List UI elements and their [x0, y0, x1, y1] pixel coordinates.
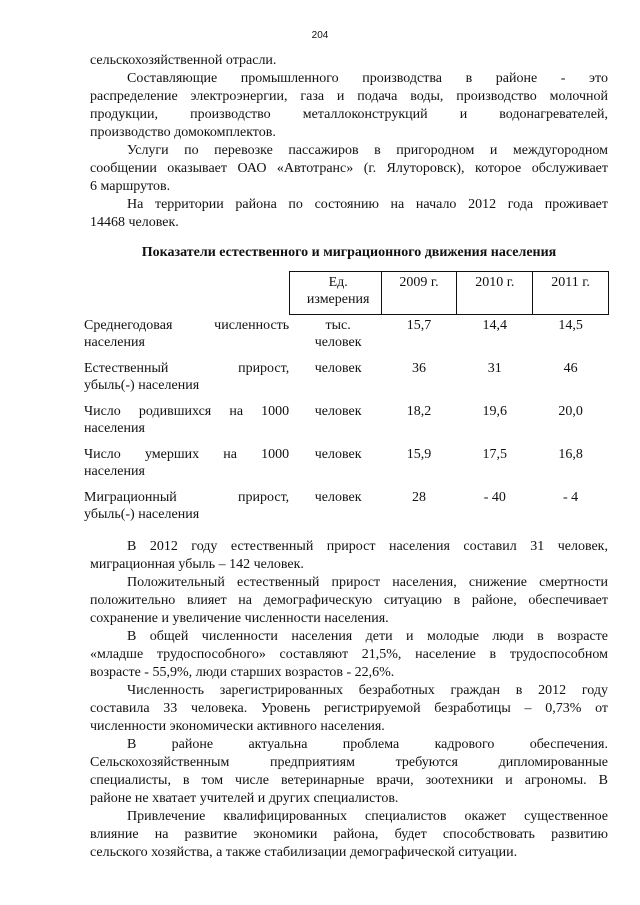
value-cell: 46: [563, 361, 578, 376]
text-line: сохранение и увеличение численности населения.: [90, 611, 389, 626]
value-cell: 14,4: [482, 318, 508, 333]
unit-header-line: измерения: [306, 292, 370, 307]
row-unit-line: человек: [314, 490, 362, 505]
text-line: специалисты, в том числе ветеринарные врачи, зоотехники и агрономы. В: [90, 773, 608, 788]
value-cell: 16,8: [558, 447, 583, 462]
empty-header-cell: [82, 272, 289, 315]
text-line: Положительный естественный прирост населения, снижение смертности: [127, 575, 608, 590]
text-line: возрасте - 55,9%, люди старших возрастов - 22,6%.: [90, 665, 395, 680]
value-cell: 15,9: [406, 447, 432, 462]
page-number: 204: [311, 30, 329, 41]
text-line: районе не хватает учителей и других специалистов.: [90, 791, 399, 806]
row-unit-line: человек: [314, 404, 362, 419]
row-label: [82, 487, 289, 530]
text-line: Привлечение квалифицированных специалистов окажет существенное: [127, 809, 608, 824]
row-label-line: Миграционный прирост,: [84, 490, 290, 505]
table-row: [82, 315, 609, 359]
row-unit: [289, 487, 381, 530]
row-label-line: Число родившихся на 1000: [84, 404, 290, 419]
population-table: [82, 271, 609, 530]
value-cell: 14,5: [558, 318, 583, 333]
row-label: [82, 315, 289, 359]
row-unit-line: человек: [314, 335, 362, 350]
text-line: На территории района по состоянию на начало 2012 года проживает: [127, 197, 608, 212]
row-label: [82, 444, 289, 487]
value-cell: 20,0: [558, 404, 583, 419]
table-row: [82, 358, 609, 401]
unit-header: [289, 272, 381, 315]
year-header: 2011 г.: [533, 272, 609, 315]
value-cell: 31: [487, 361, 502, 376]
text-line: В 2012 году естественный прирост населения составил 31 человек,: [127, 539, 608, 554]
table-row: [82, 401, 609, 444]
row-unit: [289, 358, 381, 401]
text-line: 14468 человек.: [90, 215, 179, 230]
row-label-line: Естественный прирост,: [84, 361, 290, 376]
text-line: положительно влияет на демографическую ситуацию в районе, обеспечивает: [90, 593, 608, 608]
text-line: Услуги по перевозке пассажиров в пригородном и междугородном: [127, 143, 608, 158]
row-label-line: убыль(-) населения: [84, 507, 200, 522]
text-line: производство домокомплектов.: [90, 125, 276, 140]
table-title: Показатели естественного и миграционного движения населения: [141, 245, 557, 260]
text-line: продукции, производство металлоконструкций и водонагревателей,: [90, 107, 608, 122]
text-line: Сельскохозяйственным предприятиям требуются дипломированные: [90, 755, 608, 770]
text-line: сообщении оказывает ОАО «Автотранс» (г. Ялуторовск), которое обслуживает: [90, 161, 608, 176]
value-cell: 19,6: [482, 404, 508, 419]
table-header-row: [82, 272, 609, 315]
value-cell: 18,2: [406, 404, 432, 419]
value-cell: 36: [412, 361, 427, 376]
row-label-line: населения: [84, 334, 145, 350]
row-label-line: Среднегодовая численность: [84, 317, 290, 333]
value-cell: 28: [412, 490, 427, 505]
row-unit-line: человек: [314, 361, 362, 376]
row-label: [82, 401, 289, 444]
unit-header-line: Ед.: [328, 275, 348, 290]
table-row: [82, 444, 609, 487]
text-line: сельскохозяйственной отрасли.: [90, 53, 277, 68]
row-label-line: населения: [84, 464, 145, 479]
text-line: 6 маршрутов.: [90, 179, 171, 194]
text-line: В общей численности населения дети и молодые люди в возрасте: [127, 629, 608, 644]
value-cell: 17,5: [482, 447, 508, 462]
value-cell: 15,7: [406, 318, 432, 333]
row-label: [82, 358, 289, 401]
text-line: распределение электроэнергии, газа и подача воды, производство молочной: [90, 89, 608, 104]
text-line: Составляющие промышленного производства в районе - это: [127, 71, 608, 86]
row-label-line: населения: [84, 421, 145, 436]
text-line: «младше трудоспособного» составляют 21,5%, население в трудоспособном: [90, 647, 608, 662]
text-line: сельского хозяйства, а также стабилизации демографической ситуации.: [90, 845, 518, 860]
body-text: [90, 538, 608, 862]
text-line: влияние на развитие экономики района, будет способствовать развитию: [90, 827, 608, 842]
row-label-line: Число умерших на 1000: [84, 447, 290, 462]
text-line: Численность зарегистрированных безработных граждан в 2012 году: [127, 683, 608, 698]
row-unit-line: человек: [314, 447, 362, 462]
year-header: 2009 г.: [381, 272, 457, 315]
row-unit-line: тыс.: [325, 318, 351, 333]
intro-text: [90, 52, 608, 232]
row-unit: [289, 401, 381, 444]
value-cell: - 4: [563, 490, 579, 505]
row-unit: [289, 315, 381, 359]
text-line: В районе актуальна проблема кадрового обеспечения.: [127, 737, 608, 752]
value-cell: - 40: [483, 490, 506, 505]
text-line: составила 33 человека. Уровень регистрируемой безработицы – 0,73% от: [90, 701, 608, 716]
text-line: численности экономически активного населения.: [90, 719, 385, 734]
table-row: [82, 487, 609, 530]
year-header: 2010 г.: [457, 272, 533, 315]
row-unit: [289, 444, 381, 487]
text-line: миграционная убыль – 142 человек.: [90, 557, 304, 572]
row-label-line: убыль(-) населения: [84, 378, 200, 393]
